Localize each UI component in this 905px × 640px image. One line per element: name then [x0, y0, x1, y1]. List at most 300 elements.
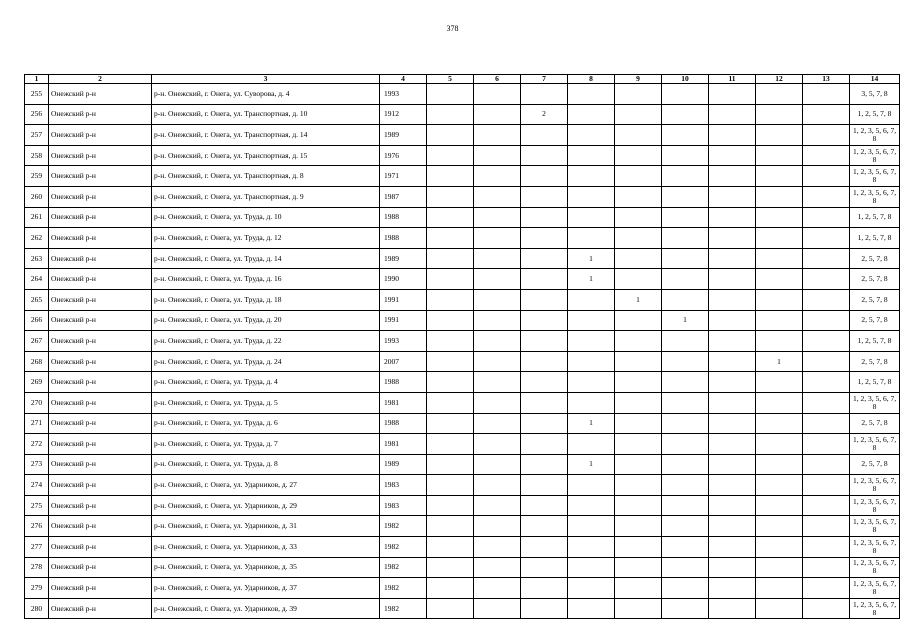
- mark-cell-col-11: [709, 372, 756, 393]
- address-cell: р-н. Онежский, г. Онега, ул. Труда, д. 5: [152, 392, 380, 413]
- mark-cell-col-11: [709, 598, 756, 619]
- year-cell: 1989: [380, 454, 427, 475]
- row-number: 257: [25, 125, 49, 146]
- mark-cell-col-6: [474, 207, 521, 228]
- row-number: 258: [25, 145, 49, 166]
- mark-cell-col-6: [474, 145, 521, 166]
- mark-cell-col-6: [474, 454, 521, 475]
- mark-cell-col-13: [803, 413, 850, 434]
- mark-cell-col-10: [662, 104, 709, 125]
- address-cell: р-н. Онежский, г. Онега, ул. Транспортная, д. 10: [152, 104, 380, 125]
- year-cell: 1988: [380, 372, 427, 393]
- mark-cell-col-13: [803, 104, 850, 125]
- row-number: 270: [25, 392, 49, 413]
- district-cell: Онежский р-н: [49, 495, 152, 516]
- year-cell: 1989: [380, 248, 427, 269]
- row-number: 259: [25, 166, 49, 187]
- mark-cell-col-13: [803, 578, 850, 599]
- mark-cell-col-13: [803, 289, 850, 310]
- address-cell: р-н. Онежский, г. Онега, ул. Труда, д. 14: [152, 248, 380, 269]
- mark-cell-col-10: [662, 289, 709, 310]
- district-cell: Онежский р-н: [49, 166, 152, 187]
- table-row: [25, 434, 900, 455]
- mark-cell-col-5: [427, 228, 474, 249]
- mark-cell-col-5: [427, 289, 474, 310]
- address-cell: р-н. Онежский, г. Онега, ул. Труда, д. 12: [152, 228, 380, 249]
- row-number: 279: [25, 578, 49, 599]
- row-number: 267: [25, 331, 49, 352]
- mark-cell-col-12: [756, 454, 803, 475]
- mark-cell-col-6: [474, 289, 521, 310]
- district-cell: Онежский р-н: [49, 289, 152, 310]
- row-number: 256: [25, 104, 49, 125]
- column-header-5: 5: [427, 75, 474, 84]
- mark-cell-col-12: [756, 207, 803, 228]
- mark-cell-col-7: [521, 475, 568, 496]
- codes-cell: 2, 5, 7, 8: [850, 310, 900, 331]
- mark-cell-col-12: [756, 578, 803, 599]
- mark-cell-col-10: [662, 125, 709, 146]
- mark-cell-col-9: [615, 228, 662, 249]
- mark-cell-col-11: [709, 537, 756, 558]
- mark-cell-col-9: [615, 84, 662, 105]
- mark-cell-col-8: 1: [568, 413, 615, 434]
- mark-cell-col-9: [615, 166, 662, 187]
- mark-cell-col-7: [521, 351, 568, 372]
- mark-cell-col-9: [615, 392, 662, 413]
- address-cell: р-н. Онежский, г. Онега, ул. Труда, д. 18: [152, 289, 380, 310]
- mark-cell-col-6: [474, 516, 521, 537]
- year-cell: 1982: [380, 598, 427, 619]
- mark-cell-col-7: [521, 495, 568, 516]
- mark-cell-col-8: [568, 186, 615, 207]
- mark-cell-col-10: [662, 475, 709, 496]
- mark-cell-col-13: [803, 475, 850, 496]
- district-cell: Онежский р-н: [49, 228, 152, 249]
- mark-cell-col-12: [756, 125, 803, 146]
- district-cell: Онежский р-н: [49, 372, 152, 393]
- table-row: [25, 331, 900, 352]
- address-cell: р-н. Онежский, г. Онега, ул. Труда, д. 22: [152, 331, 380, 352]
- mark-cell-col-12: [756, 413, 803, 434]
- mark-cell-col-6: [474, 186, 521, 207]
- mark-cell-col-11: [709, 289, 756, 310]
- mark-cell-col-9: [615, 207, 662, 228]
- district-cell: Онежский р-н: [49, 310, 152, 331]
- mark-cell-col-11: [709, 495, 756, 516]
- table-row: [25, 495, 900, 516]
- mark-cell-col-7: [521, 166, 568, 187]
- mark-cell-col-9: [615, 269, 662, 290]
- mark-cell-col-13: [803, 84, 850, 105]
- mark-cell-col-8: [568, 392, 615, 413]
- page-number: 378: [446, 24, 459, 33]
- mark-cell-col-10: [662, 186, 709, 207]
- mark-cell-col-8: [568, 331, 615, 352]
- mark-cell-col-13: [803, 166, 850, 187]
- mark-cell-col-7: [521, 598, 568, 619]
- mark-cell-col-7: [521, 228, 568, 249]
- column-header-13: 13: [803, 75, 850, 84]
- address-cell: р-н. Онежский, г. Онега, ул. Ударников, д. 39: [152, 598, 380, 619]
- row-number: 274: [25, 475, 49, 496]
- table-row: [25, 145, 900, 166]
- mark-cell-col-12: [756, 145, 803, 166]
- mark-cell-col-12: [756, 166, 803, 187]
- mark-cell-col-13: [803, 392, 850, 413]
- mark-cell-col-11: [709, 104, 756, 125]
- table-row: [25, 598, 900, 619]
- mark-cell-col-10: [662, 372, 709, 393]
- year-cell: 1971: [380, 166, 427, 187]
- mark-cell-col-5: [427, 331, 474, 352]
- row-number: 277: [25, 537, 49, 558]
- mark-cell-col-9: [615, 516, 662, 537]
- mark-cell-col-6: [474, 351, 521, 372]
- mark-cell-col-6: [474, 104, 521, 125]
- row-number: 272: [25, 434, 49, 455]
- mark-cell-col-7: [521, 207, 568, 228]
- mark-cell-col-10: [662, 228, 709, 249]
- mark-cell-col-11: [709, 516, 756, 537]
- mark-cell-col-11: [709, 269, 756, 290]
- mark-cell-col-10: [662, 578, 709, 599]
- year-cell: 1993: [380, 84, 427, 105]
- mark-cell-col-9: [615, 537, 662, 558]
- mark-cell-col-5: [427, 598, 474, 619]
- row-number: 255: [25, 84, 49, 105]
- mark-cell-col-6: [474, 248, 521, 269]
- mark-cell-col-7: [521, 125, 568, 146]
- address-cell: р-н. Онежский, г. Онега, ул. Труда, д. 10: [152, 207, 380, 228]
- row-number: 278: [25, 557, 49, 578]
- mark-cell-col-12: [756, 84, 803, 105]
- mark-cell-col-10: [662, 207, 709, 228]
- district-cell: Онежский р-н: [49, 516, 152, 537]
- mark-cell-col-10: [662, 84, 709, 105]
- district-cell: Онежский р-н: [49, 104, 152, 125]
- mark-cell-col-9: [615, 598, 662, 619]
- mark-cell-col-11: [709, 84, 756, 105]
- row-number: 265: [25, 289, 49, 310]
- mark-cell-col-5: [427, 372, 474, 393]
- district-cell: Онежский р-н: [49, 413, 152, 434]
- address-cell: р-н. Онежский, г. Онега, ул. Труда, д. 8: [152, 454, 380, 475]
- mark-cell-col-5: [427, 104, 474, 125]
- codes-cell: 2, 5, 7, 8: [850, 454, 900, 475]
- mark-cell-col-11: [709, 228, 756, 249]
- mark-cell-col-12: [756, 475, 803, 496]
- mark-cell-col-8: [568, 207, 615, 228]
- mark-cell-col-12: [756, 104, 803, 125]
- mark-cell-col-9: [615, 145, 662, 166]
- address-cell: р-н. Онежский, г. Онега, ул. Труда, д. 6: [152, 413, 380, 434]
- address-cell: р-н. Онежский, г. Онега, ул. Транспортная, д. 8: [152, 166, 380, 187]
- codes-cell: 2, 5, 7, 8: [850, 269, 900, 290]
- year-cell: 1976: [380, 145, 427, 166]
- mark-cell-col-9: [615, 186, 662, 207]
- address-cell: р-н. Онежский, г. Онега, ул. Ударников, д. 27: [152, 475, 380, 496]
- district-cell: Онежский р-н: [49, 392, 152, 413]
- codes-cell: 1, 2, 5, 7, 8: [850, 331, 900, 352]
- codes-cell: 1, 2, 3, 5, 6, 7, 8: [850, 598, 900, 619]
- district-cell: Онежский р-н: [49, 331, 152, 352]
- year-cell: 1981: [380, 392, 427, 413]
- mark-cell-col-6: [474, 372, 521, 393]
- mark-cell-col-13: [803, 351, 850, 372]
- mark-cell-col-9: [615, 310, 662, 331]
- mark-cell-col-10: [662, 516, 709, 537]
- mark-cell-col-6: [474, 413, 521, 434]
- mark-cell-col-12: [756, 372, 803, 393]
- mark-cell-col-7: [521, 413, 568, 434]
- mark-cell-col-9: [615, 331, 662, 352]
- mark-cell-col-7: [521, 84, 568, 105]
- mark-cell-col-6: [474, 537, 521, 558]
- mark-cell-col-13: [803, 145, 850, 166]
- address-cell: р-н. Онежский, г. Онега, ул. Ударников, д. 37: [152, 578, 380, 599]
- mark-cell-col-9: [615, 557, 662, 578]
- mark-cell-col-7: [521, 331, 568, 352]
- row-number: 269: [25, 372, 49, 393]
- codes-cell: 1, 2, 5, 7, 8: [850, 372, 900, 393]
- mark-cell-col-10: [662, 557, 709, 578]
- mark-cell-col-6: [474, 475, 521, 496]
- mark-cell-col-5: [427, 269, 474, 290]
- mark-cell-col-13: [803, 454, 850, 475]
- mark-cell-col-12: [756, 434, 803, 455]
- table-row: [25, 228, 900, 249]
- codes-cell: 1, 2, 3, 5, 6, 7, 8: [850, 516, 900, 537]
- mark-cell-col-7: [521, 145, 568, 166]
- column-header-10: 10: [662, 75, 709, 84]
- codes-cell: 1, 2, 3, 5, 6, 7, 8: [850, 125, 900, 146]
- mark-cell-col-12: [756, 516, 803, 537]
- table-row: [25, 207, 900, 228]
- mark-cell-col-13: [803, 331, 850, 352]
- mark-cell-col-6: [474, 598, 521, 619]
- mark-cell-col-5: [427, 310, 474, 331]
- row-number: 263: [25, 248, 49, 269]
- column-header-11: 11: [709, 75, 756, 84]
- mark-cell-col-11: [709, 186, 756, 207]
- mark-cell-col-11: [709, 351, 756, 372]
- codes-cell: 1, 2, 3, 5, 6, 7, 8: [850, 495, 900, 516]
- district-cell: Онежский р-н: [49, 125, 152, 146]
- year-cell: 1981: [380, 434, 427, 455]
- mark-cell-col-12: [756, 289, 803, 310]
- codes-cell: 2, 5, 7, 8: [850, 248, 900, 269]
- mark-cell-col-12: [756, 186, 803, 207]
- mark-cell-col-9: [615, 475, 662, 496]
- mark-cell-col-12: [756, 392, 803, 413]
- year-cell: 1991: [380, 310, 427, 331]
- codes-cell: 1, 2, 3, 5, 6, 7, 8: [850, 475, 900, 496]
- mark-cell-col-8: [568, 289, 615, 310]
- table-row: [25, 248, 900, 269]
- mark-cell-col-9: 1: [615, 289, 662, 310]
- table-row: [25, 392, 900, 413]
- mark-cell-col-5: [427, 475, 474, 496]
- district-cell: Онежский р-н: [49, 557, 152, 578]
- mark-cell-col-13: [803, 248, 850, 269]
- mark-cell-col-7: [521, 557, 568, 578]
- district-cell: Онежский р-н: [49, 248, 152, 269]
- table-row: [25, 557, 900, 578]
- mark-cell-col-5: [427, 351, 474, 372]
- mark-cell-col-7: [521, 289, 568, 310]
- mark-cell-col-8: 1: [568, 269, 615, 290]
- mark-cell-col-6: [474, 557, 521, 578]
- codes-cell: 1, 2, 3, 5, 6, 7, 8: [850, 557, 900, 578]
- district-cell: Онежский р-н: [49, 598, 152, 619]
- row-number: 262: [25, 228, 49, 249]
- header-row: [25, 75, 900, 84]
- mark-cell-col-5: [427, 578, 474, 599]
- column-header-6: 6: [474, 75, 521, 84]
- mark-cell-col-9: [615, 454, 662, 475]
- year-cell: 1987: [380, 186, 427, 207]
- address-cell: р-н. Онежский, г. Онега, ул. Ударников, д. 31: [152, 516, 380, 537]
- mark-cell-col-6: [474, 310, 521, 331]
- address-cell: р-н. Онежский, г. Онега, ул. Транспортная, д. 15: [152, 145, 380, 166]
- mark-cell-col-12: 1: [756, 351, 803, 372]
- mark-cell-col-12: [756, 598, 803, 619]
- mark-cell-col-12: [756, 557, 803, 578]
- table-row: [25, 351, 900, 372]
- row-number: 264: [25, 269, 49, 290]
- mark-cell-col-13: [803, 269, 850, 290]
- year-cell: 1982: [380, 516, 427, 537]
- mark-cell-col-7: [521, 186, 568, 207]
- mark-cell-col-8: [568, 125, 615, 146]
- mark-cell-col-5: [427, 516, 474, 537]
- mark-cell-col-10: [662, 434, 709, 455]
- mark-cell-col-13: [803, 125, 850, 146]
- mark-cell-col-10: [662, 495, 709, 516]
- table-row: [25, 310, 900, 331]
- mark-cell-col-5: [427, 207, 474, 228]
- codes-cell: 1, 2, 3, 5, 6, 7, 8: [850, 145, 900, 166]
- address-cell: р-н. Онежский, г. Онега, ул. Труда, д. 24: [152, 351, 380, 372]
- address-cell: р-н. Онежский, г. Онега, ул. Труда, д. 16: [152, 269, 380, 290]
- mark-cell-col-6: [474, 331, 521, 352]
- mark-cell-col-11: [709, 454, 756, 475]
- mark-cell-col-13: [803, 495, 850, 516]
- mark-cell-col-13: [803, 516, 850, 537]
- mark-cell-col-9: [615, 351, 662, 372]
- mark-cell-col-8: [568, 228, 615, 249]
- mark-cell-col-5: [427, 166, 474, 187]
- mark-cell-col-5: [427, 537, 474, 558]
- year-cell: 1983: [380, 495, 427, 516]
- mark-cell-col-5: [427, 495, 474, 516]
- table-row: [25, 104, 900, 125]
- address-cell: р-н. Онежский, г. Онега, ул. Труда, д. 7: [152, 434, 380, 455]
- mark-cell-col-8: [568, 598, 615, 619]
- column-header-9: 9: [615, 75, 662, 84]
- mark-cell-col-5: [427, 413, 474, 434]
- address-cell: р-н. Онежский, г. Онега, ул. Ударников, д. 33: [152, 537, 380, 558]
- mark-cell-col-13: [803, 310, 850, 331]
- mark-cell-col-9: [615, 413, 662, 434]
- column-header-12: 12: [756, 75, 803, 84]
- mark-cell-col-10: [662, 454, 709, 475]
- year-cell: 1982: [380, 537, 427, 558]
- mark-cell-col-8: [568, 372, 615, 393]
- codes-cell: 1, 2, 3, 5, 6, 7, 8: [850, 392, 900, 413]
- mark-cell-col-7: [521, 578, 568, 599]
- mark-cell-col-13: [803, 228, 850, 249]
- mark-cell-col-6: [474, 84, 521, 105]
- mark-cell-col-8: [568, 434, 615, 455]
- mark-cell-col-10: [662, 413, 709, 434]
- mark-cell-col-8: 1: [568, 454, 615, 475]
- mark-cell-col-12: [756, 495, 803, 516]
- mark-cell-col-11: [709, 392, 756, 413]
- mark-cell-col-12: [756, 248, 803, 269]
- mark-cell-col-12: [756, 310, 803, 331]
- table-row: [25, 289, 900, 310]
- mark-cell-col-8: [568, 495, 615, 516]
- row-number: 273: [25, 454, 49, 475]
- year-cell: 1983: [380, 475, 427, 496]
- mark-cell-col-11: [709, 310, 756, 331]
- mark-cell-col-13: [803, 372, 850, 393]
- mark-cell-col-6: [474, 578, 521, 599]
- mark-cell-col-10: [662, 269, 709, 290]
- mark-cell-col-11: [709, 166, 756, 187]
- column-header-2: 2: [49, 75, 152, 84]
- address-cell: р-н. Онежский, г. Онега, ул. Труда, д. 4: [152, 372, 380, 393]
- codes-cell: 1, 2, 3, 5, 6, 7, 8: [850, 537, 900, 558]
- codes-cell: 1, 2, 5, 7, 8: [850, 228, 900, 249]
- mark-cell-col-10: [662, 351, 709, 372]
- row-number: 280: [25, 598, 49, 619]
- mark-cell-col-11: [709, 475, 756, 496]
- row-number: 271: [25, 413, 49, 434]
- table-row: [25, 166, 900, 187]
- mark-cell-col-7: 2: [521, 104, 568, 125]
- mark-cell-col-7: [521, 392, 568, 413]
- mark-cell-col-11: [709, 413, 756, 434]
- mark-cell-col-7: [521, 434, 568, 455]
- codes-cell: 1, 2, 5, 7, 8: [850, 207, 900, 228]
- district-cell: Онежский р-н: [49, 84, 152, 105]
- mark-cell-col-8: [568, 104, 615, 125]
- mark-cell-col-8: 1: [568, 248, 615, 269]
- row-number: 261: [25, 207, 49, 228]
- district-cell: Онежский р-н: [49, 475, 152, 496]
- district-cell: Онежский р-н: [49, 145, 152, 166]
- district-cell: Онежский р-н: [49, 351, 152, 372]
- mark-cell-col-10: [662, 166, 709, 187]
- mark-cell-col-9: [615, 104, 662, 125]
- table-row: [25, 84, 900, 105]
- year-cell: 1988: [380, 228, 427, 249]
- mark-cell-col-8: [568, 537, 615, 558]
- district-cell: Онежский р-н: [49, 578, 152, 599]
- mark-cell-col-11: [709, 557, 756, 578]
- codes-cell: 1, 2, 3, 5, 6, 7, 8: [850, 166, 900, 187]
- column-header-4: 4: [380, 75, 427, 84]
- mark-cell-col-5: [427, 125, 474, 146]
- mark-cell-col-12: [756, 269, 803, 290]
- mark-cell-col-11: [709, 145, 756, 166]
- codes-cell: 1, 2, 3, 5, 6, 7, 8: [850, 186, 900, 207]
- codes-cell: 3, 5, 7, 8: [850, 84, 900, 105]
- year-cell: 1991: [380, 289, 427, 310]
